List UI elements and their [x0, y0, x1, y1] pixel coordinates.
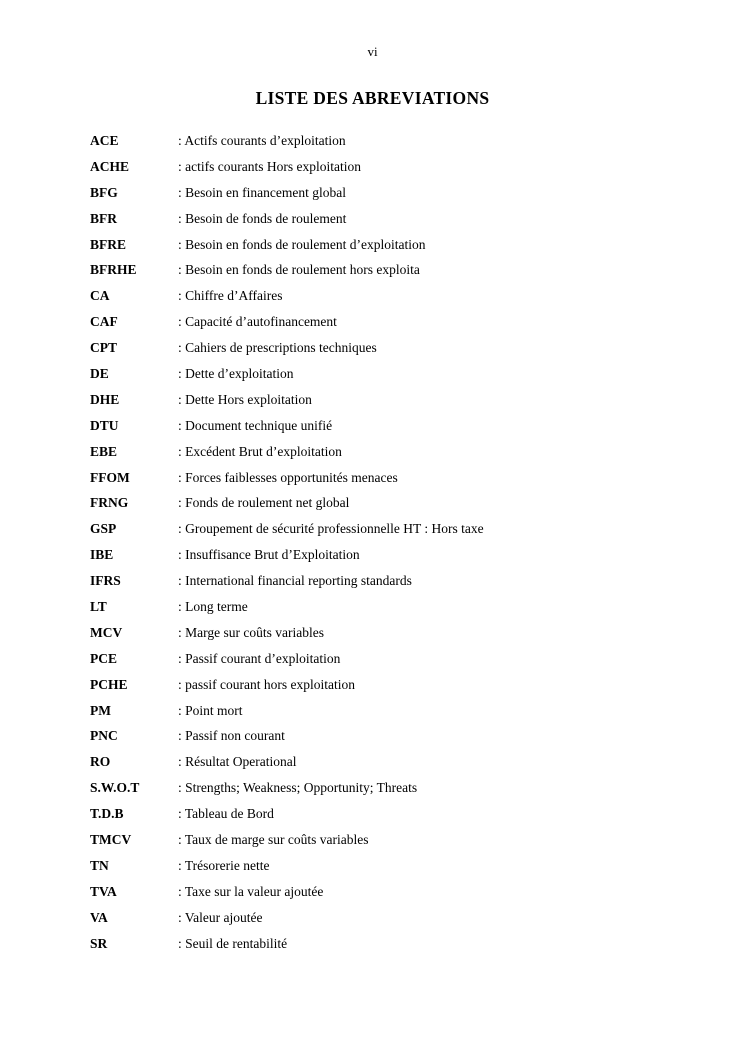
- abbreviation-term: TVA: [90, 883, 117, 899]
- abbreviation-definition: : Cahiers de prescriptions techniques: [178, 340, 377, 356]
- abbreviation-row: [90, 542, 695, 568]
- abbreviation-row: [90, 154, 695, 180]
- abbreviation-definition: : Chiffre d’Affaires: [178, 288, 283, 304]
- abbreviation-term: DE: [90, 366, 109, 382]
- abbreviation-term: TN: [90, 857, 109, 873]
- abbreviation-definition: : Forces faiblesses opportunités menaces: [178, 469, 398, 485]
- abbreviation-row: [90, 827, 695, 853]
- abbreviation-definition: : Passif courant d’exploitation: [178, 650, 341, 666]
- abbreviation-row: [90, 594, 695, 620]
- abbreviation-term: CPT: [90, 340, 117, 356]
- abbreviation-row: [90, 232, 695, 258]
- abbreviation-definition: : Capacité d’autofinancement: [178, 314, 337, 330]
- abbreviation-row: [90, 672, 695, 698]
- abbreviation-term: T.D.B: [90, 806, 124, 822]
- page-number: vi: [367, 44, 378, 59]
- abbreviation-definition: : Valeur ajoutée: [178, 909, 263, 925]
- abbreviation-term: S.W.O.T: [90, 780, 140, 796]
- abbreviation-term: IFRS: [90, 573, 121, 589]
- abbreviation-term: SR: [90, 935, 108, 951]
- abbreviation-row: [90, 698, 695, 724]
- abbreviation-definition: : Besoin en fonds de roulement hors exploita: [178, 262, 420, 278]
- abbreviation-term: DTU: [90, 417, 119, 433]
- abbreviation-row: [90, 931, 695, 957]
- abbreviation-term: LT: [90, 599, 107, 615]
- abbreviation-row: [90, 439, 695, 465]
- abbreviation-row: [90, 620, 695, 646]
- abbreviation-term: DHE: [90, 391, 120, 407]
- abbreviation-definition: : Actifs courants d’exploitation: [178, 133, 346, 148]
- abbreviation-term: BFR: [90, 210, 117, 226]
- abbreviation-row: [90, 180, 695, 206]
- abbreviation-term: EBE: [90, 443, 118, 459]
- abbreviation-row: [90, 309, 695, 335]
- abbreviation-row: [90, 465, 695, 491]
- abbreviation-definition: : actifs courants Hors exploitation: [178, 158, 361, 174]
- abbreviation-term: BFRHE: [90, 262, 137, 278]
- abbreviation-row: [90, 413, 695, 439]
- abbreviation-definition: : Trésorerie nette: [178, 857, 270, 873]
- abbreviation-term: VA: [90, 909, 108, 925]
- abbreviation-definition: : passif courant hors exploitation: [178, 676, 355, 692]
- abbreviation-term: RO: [90, 754, 111, 770]
- abbreviation-definition: : Taux de marge sur coûts variables: [178, 832, 369, 848]
- page-title: LISTE DES ABREVIATIONS: [255, 88, 490, 108]
- abbreviation-term: PM: [90, 702, 111, 718]
- abbreviation-term: PCE: [90, 650, 117, 666]
- abbreviation-term: CAF: [90, 314, 118, 330]
- abbreviation-definition: : Groupement de sécurité professionnelle HT : Hors taxe: [178, 521, 484, 537]
- abbreviation-definition: : Résultat Operational: [178, 754, 297, 770]
- abbreviation-definition: : Fonds de roulement net global: [178, 495, 350, 511]
- abbreviation-row: [90, 879, 695, 905]
- abbreviation-definition: : Seuil de rentabilité: [178, 935, 288, 951]
- abbreviation-definition: : Insuffisance Brut d’Exploitation: [178, 547, 360, 563]
- abbreviation-term: PCHE: [90, 676, 128, 692]
- abbreviation-row: [90, 283, 695, 309]
- abbreviation-row: [90, 853, 695, 879]
- abbreviation-term: ACE: [90, 133, 119, 148]
- abbreviation-definition: : Document technique unifié: [178, 417, 333, 433]
- abbreviation-term: MCV: [90, 624, 123, 640]
- abbreviation-definition: : Dette Hors exploitation: [178, 391, 312, 407]
- abbreviation-definition: : Dette d’exploitation: [178, 366, 294, 382]
- abbreviation-row: [90, 801, 695, 827]
- abbreviation-term: TMCV: [90, 832, 132, 848]
- abbreviation-definition: : Long terme: [178, 599, 248, 615]
- abbreviation-definition: : Marge sur coûts variables: [178, 624, 324, 640]
- abbreviation-term: PNC: [90, 728, 118, 744]
- abbreviation-term: FFOM: [90, 469, 130, 485]
- abbreviation-row: [90, 568, 695, 594]
- abbreviation-term: CA: [90, 288, 110, 304]
- abbreviation-definition: : Taxe sur la valeur ajoutée: [178, 883, 324, 899]
- abbreviation-definition: : Strengths; Weakness; Opportunity; Threats: [178, 780, 418, 796]
- abbreviation-row: [90, 905, 695, 931]
- abbreviation-row: [90, 775, 695, 801]
- abbreviation-definition: : Besoin de fonds de roulement: [178, 210, 347, 226]
- abbreviation-definition: : Besoin en fonds de roulement d’exploitation: [178, 236, 426, 252]
- abbreviation-term: BFRE: [90, 236, 127, 252]
- abbreviations-list: [90, 128, 695, 957]
- abbreviation-term: FRNG: [90, 495, 129, 511]
- abbreviation-definition: : International financial reporting standards: [178, 573, 412, 589]
- abbreviation-row: [90, 516, 695, 542]
- abbreviation-term: GSP: [90, 521, 117, 537]
- abbreviation-term: BFG: [90, 184, 118, 200]
- abbreviation-row: [90, 646, 695, 672]
- abbreviation-row: [90, 361, 695, 387]
- abbreviation-row: [90, 387, 695, 413]
- abbreviation-definition: : Besoin en financement global: [178, 184, 346, 200]
- abbreviation-definition: : Excédent Brut d’exploitation: [178, 443, 342, 459]
- abbreviation-definition: : Tableau de Bord: [178, 806, 274, 822]
- abbreviation-row: [90, 723, 695, 749]
- abbreviation-row: [90, 206, 695, 232]
- abbreviation-definition: : Point mort: [178, 702, 243, 718]
- abbreviation-row: [90, 490, 695, 516]
- abbreviation-row: [90, 257, 695, 283]
- abbreviation-definition: : Passif non courant: [178, 728, 285, 744]
- abbreviation-term: IBE: [90, 547, 114, 563]
- abbreviation-row: [90, 335, 695, 361]
- abbreviation-term: ACHE: [90, 158, 130, 174]
- abbreviation-row: [90, 749, 695, 775]
- abbreviation-row: [90, 128, 695, 154]
